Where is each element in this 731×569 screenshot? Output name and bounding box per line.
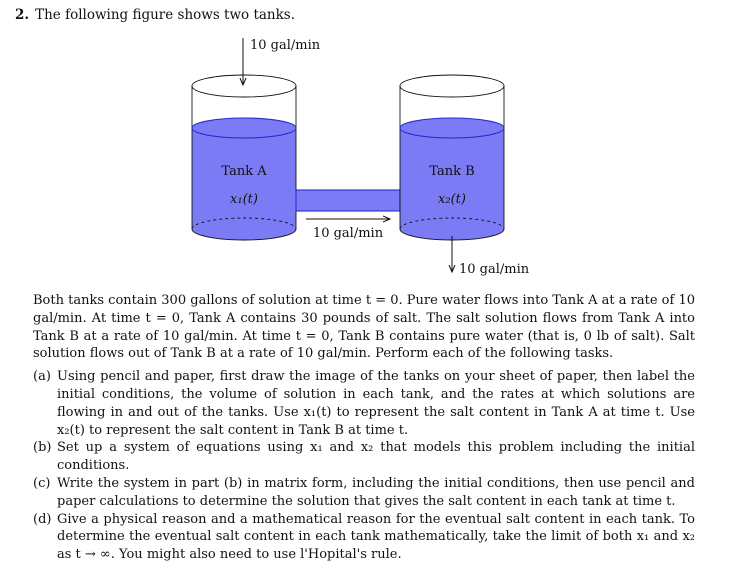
inflow-label: 10 gal/min [250,38,321,53]
problem-paragraph: Both tanks contain 300 gallons of solution at time t = 0. Pure water flows into Tank A at a rate of 10 gal/min. At time t = 0, Tank A contains 30 pounds of salt. The salt solution flows from Tank A into Tank B at a rate of 10 gal/min. At time t = 0, Tank B contains pure water (that is, 0 lb of salt). Salt solution flows out of Tank B at a rate of 10 gal/min. Perform each of the following tasks. [33,293,695,362]
tank-a-bottom [192,229,296,240]
problem-body [33,292,695,564]
tank-b-name: Tank B [429,164,475,179]
task-item [33,368,695,439]
task-label: (b) [33,440,52,456]
tank-b-top-rim [400,75,504,97]
problem-number: 2. [15,7,30,23]
task-label: (d) [33,511,52,527]
task-item [33,511,695,564]
task-label: (a) [33,369,51,385]
task-text: Using pencil and paper, first draw the image of the tanks on your sheet of paper, then label the initial conditions, the volume of solution in each tank, and the rates at which solutions are flowing in and out of the tanks. Use x₁(t) to represent the salt content in Tank A at time t. Use x₂(t) to represent the salt content in Tank B at time t. [57,369,695,438]
task-item [33,475,695,511]
task-item [33,439,695,475]
tank-b [400,75,504,240]
tank-b-variable: x₂(t) [438,192,466,207]
tank-a [192,75,296,240]
task-text: Give a physical reason and a mathematical reason for the eventual salt content in each tank. To determine the eventual salt content in each tank mathematically, take the limit of both x₁ and x₂ as t → ∞. You might also need to use l'Hopital's rule. [57,511,695,563]
task-text: Set up a system of equations using x₁ and x₂ that models this problem including the initial conditions. [57,440,695,474]
tank-a-variable: x₁(t) [230,192,258,207]
outflow-label: 10 gal/min [459,262,530,277]
task-list [33,368,695,564]
connecting-pipe [296,190,400,211]
tank-a-name: Tank A [221,164,267,179]
tank-b-liquid-surface [400,118,504,138]
tank-a-top-rim [192,75,296,97]
tank-a-liquid-surface [192,118,296,138]
connector-label: 10 gal/min [312,226,384,241]
task-text: Write the system in part (b) in matrix form, including the initial conditions, then use pencil and paper calculations to determine the solution that gives the salt content in each tank at time t. [57,475,695,509]
task-label: (c) [33,475,51,491]
problem-intro: The following figure shows two tanks. [35,7,296,23]
